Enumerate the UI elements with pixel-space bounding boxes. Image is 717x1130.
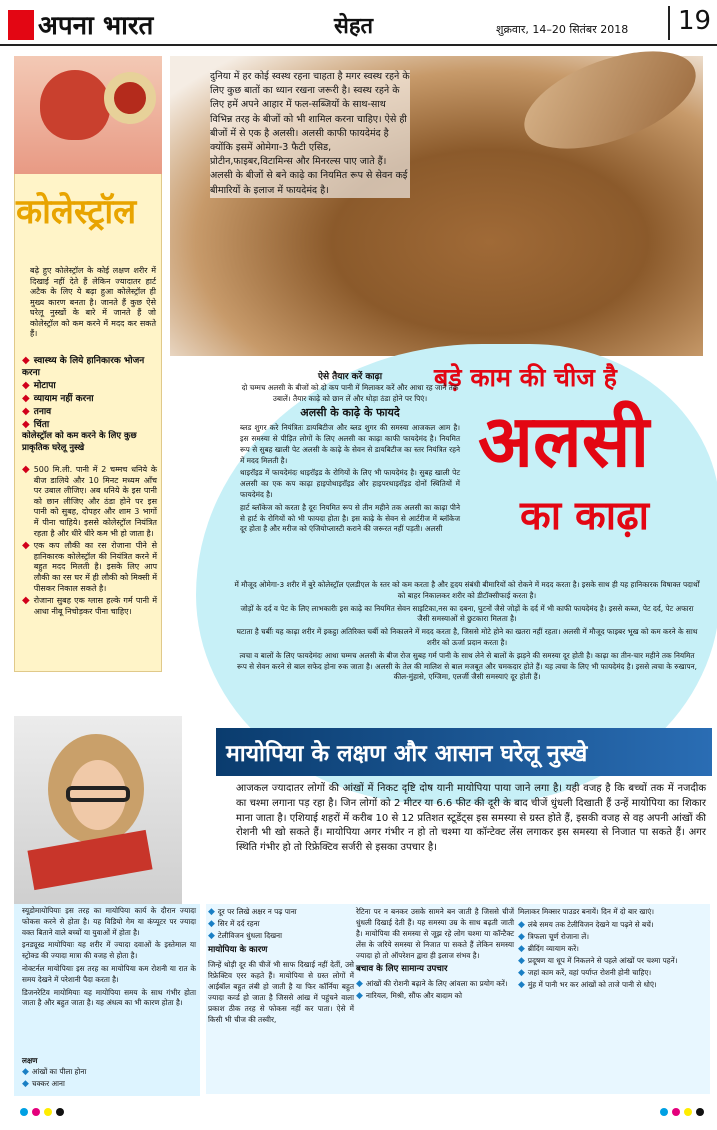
list-item: ◆ स्वास्थ्य के लिये हानिकारक भोजन करना [22,355,145,378]
diamond-bullet-icon: ◆ [22,406,30,417]
benefit-paragraph: जोड़ों के दर्द व पेट के लिए लाभकारीः इस काढ़े का नियमित सेवन साइटिका,नस का दबना, घुटनों जैसे जोड़ों के दर्द में भी काफी फायदेमंद है। इससे कब्ज, पेट दर्द, पेट अफारा जैसी समस्याओं से छुटकारा मिलता है। [240,603,694,624]
list-item: ◆ टेलीविजन धुंधला दिखना [208,931,282,941]
section-title: सेहत [334,13,374,39]
diamond-bullet-icon: ◆ [356,979,363,989]
diamond-bullet-icon: ◆ [22,595,30,607]
artery-icon [104,72,156,124]
newspaper-name: अपना भारत [38,11,154,41]
benefit-paragraph: में मौजूद ओमेगा-3 शरीर में बुरे कोलेस्ट्रॉल एलडीएल के स्तर को कम करता है और हृदय संबंधी बीमारियों को रोकने में मदद करता है। इसके साथ ही यह हानिकारक विषाक्त पदार्थों को बाहर निकालकर शरीर को डीटॉक्सीफाई करता है। [234,580,700,600]
diamond-bullet-icon: ◆ [22,464,30,475]
symptoms-title: लक्षण [22,1056,38,1065]
myopia-column-3 [356,906,514,1002]
diamond-bullet-icon: ◆ [518,920,525,930]
prep-title: ऐसे तैयार करें काढ़ा [317,372,383,382]
print-registration-marks [0,1104,717,1122]
diamond-bullet-icon: ◆ [356,991,363,1001]
diamond-bullet-icon: ◆ [22,380,30,391]
diamond-bullet-icon: ◆ [208,907,215,917]
diamond-bullet-icon: ◆ [518,980,525,990]
flax-article-wide [234,580,700,685]
tip-item: ◆ एक कप लौकी का रस रोजाना पीने से हानिकारक कोलेस्ट्रॉल की नियंत्रित करने में बहुत मदद मिलती है। इसके लिए आप लौकी का रस घर में ही लौकी को मिक्सी में पीसकर निकाल सकते है। [22,540,157,593]
myopia-column-4 [518,906,708,991]
heart-icon [40,70,110,140]
diamond-bullet-icon: ◆ [22,1067,29,1077]
benefit-paragraph: ब्लड शुगर करे नियंत्रितः डायबिटीज और ब्लड शुगर की समस्या आजकल आम है। इस समस्या से पीड़ित लोगों के लिए अलसी का काढ़ा काफी फायदेमंद है। नियमित रूप से सुबह खाली पेट अलसी के काढ़े के सेवन से डायबिटीज का स्तर नियंत्रित रहने में मदद मिलती है। [240,423,460,465]
list-item: ◆ व्यायाम नहीं करना [22,393,94,404]
cholesterol-causes [22,355,157,432]
tip-item: ◆ रोजाना सुबह एक ग्लास हल्के गर्म पानी में आधा नीबू निचोड़कर पीना चाहिए। [22,595,157,616]
myopia-types [22,906,196,1011]
registration-dot-icon [44,1108,52,1116]
registration-dot-icon [696,1108,704,1116]
flax-intro: दुनिया में हर कोई स्वस्थ रहना चाहता है मगर स्वस्थ रहने के लिए कुछ बातों का ध्यान रखना जरूरी है। स्वस्थ रहने के लिए हमें अपने आहार में फल-सब्जियों के साथ-साथ विभिन्न तरह के बीजों को भी शामिल करना चाहिए। ऐसे ही बीजों में से एक है अलसी। अलसी काफी फायदेमंद है क्योंकि इसमें ओमेगा-3 फैटी एसिड, प्रोटीन,फाइबर,विटामिन्स और मिनरल्स पाए जाते हैं। अलसी के बीजों से बने काढ़े का नियमित रूप से सेवन कई बीमारियों के इलाज में फायदेमंद है। [210,70,410,198]
flax-headline: बड़े काम की चीज है [434,363,617,392]
diamond-bullet-icon: ◆ [22,419,30,430]
myopia-intro: आजकल ज्यादातर लोगों की आंखों में निकट दृष्टि दोष यानी मायोपिया पाया जाने लगा है। यही वजह है कि बच्चों तक में नजदीक का चश्मा लगाना पड़ रहा है। जिन लोगों को 2 मीटर या 6.6 फीट की दूरी के बाद चीजें धुंधली दिखाती हैं उन्हें मायोपिया का शिकार माना जाता है। एशियाई शहरों में करीब 10 से 12 प्रतिशत स्टूडेंट्स इस समस्या से ग्रस्त होते हैं, इसकी वजह से वह अपनी आंखों की रोशनी भी खो सकते हैं। मायोपिया अगर गंभीर न हो तो चश्मा या कॉन्टेक्ट लेंस लगाकर इस समस्या से निजात पा सकते हैं। अगर स्थिति गंभीर हो तो रिफ्रेक्टिव सर्जरी से इसका उपचार है। [236,783,706,854]
list-item: ◆ आंखों का पीला होना [22,1067,87,1077]
remedies-title: बचाव के लिए सामान्य उपचार [356,964,448,974]
benefit-paragraph: हार्ट ब्लॉकेज को करता है दूरः नियमित रूप से तीन महीने तक अलसी का काढ़ा पीने से हार्ट के रोगियों को भी फायदा होता है। इस काढ़े के सेवन से आर्टरीज में ब्लॉकेज दूर होता है और मरीज को एंजियोप्लास्टी कराने की जरूरत नहीं पड़ती। अलसी [240,502,460,534]
diamond-bullet-icon: ◆ [208,931,215,941]
diamond-bullet-icon: ◆ [518,956,525,966]
diamond-bullet-icon: ◆ [518,932,525,942]
list-item: ◆ चक्कर आना [22,1079,65,1089]
causes-title: मायोपिया के कारण [208,945,268,955]
symptoms-list [22,1055,86,1090]
tip-item: ◆ 500 मि.ली. पानी में 2 चम्मच धनिये के बीज डालिये और 10 मिनट मध्यम आँच पर उबाल लीजिए। अब धनिये के इस पानी को छान लीजिए और ठंडा होने पर इस पानी को सुबह, दोपहर और शाम 3 भागों में पीना चाहिये। इससे कोलेस्ट्रॉल नियंत्रित रहता है और धीरे धीरे कम भी हो जाता है। [22,464,157,538]
list-item: ◆ नारियल, मिश्री, सौंफ और बादाम को [356,991,463,1001]
diamond-bullet-icon: ◆ [22,1079,29,1089]
list-item: ◆ चिंता [22,419,50,430]
masthead [0,0,717,46]
registration-dot-icon [672,1108,680,1116]
page-number: 19 [668,6,711,40]
type-paragraph: डिजनरेटिव मायोमियाः यह मायोपिया समय के साथ गंभीर होता जाता है और बहुत जाता है। यह अंधत्व का भी कारण होता है। [22,987,196,1008]
flax-big-title: अलसी [478,398,650,483]
list-item: ◆ मुंह में पानी भर कर आंखों को ताजे पानी से धोएं। [518,980,657,990]
flax-article [240,372,460,537]
diamond-bullet-icon: ◆ [22,355,30,366]
causes-text: जिन्हें थोड़ी दूर की चीजें भी साफ दिखाई नहीं देतीं, उसे रिफ्रेक्टिव एरर कहते हैं। मायोपिया से ग्रस्त लोगों में आईबॉल बहुत लंबी हो जाती है या फिर कॉर्निया बहुत ज्यादा कर्व्ड हो जाता है जिससे आंख में पहुंचने वाला प्रकाश ठीक तरह से फोकस नहीं कर पाता। ऐसे में किसी भी चीज की तस्वीर, [208,960,354,1024]
masthead-red-block [8,10,34,40]
registration-dot-icon [660,1108,668,1116]
list-item: ◆ जहां काम करें, वहां पर्याप्त रोशनी होनी चाहिए। [518,968,652,978]
diamond-bullet-icon: ◆ [208,919,215,929]
column-text: रेटिना पर न बनकर उसके सामने बन जाती है जिससे चीजें धुंधली दिखाई देती हैं। यह समस्या उम्र के साथ बढ़ती जाती है। मायोपिया की समस्या से जूझ रहे लोग चश्मा या कॉन्टैक्ट लेंस के जरिये समस्या से निजात पा सकते हैं लेकिन समस्या ज्यादा हो तो ऑपरेशन द्वारा ही इलाज संभव है। [356,907,514,960]
glasses-icon [66,786,130,802]
cholesterol-intro: बढ़े हुए कोलेस्ट्रॉल के कोई लक्षण शरीर में दिखाई नहीं देते हैं लेकिन ज्यादातर हार्ट अटैक के लिए ये बढ़ा हुआ कोलेस्ट्रॉल ही मुख्य कारण बनता है। जानते हैं कुछ ऐसे घरेलू नुस्खों के बारे में जानते हैं जो कोलेस्ट्रॉल को कम करने में मदद कर सकते हैं। [30,266,156,338]
list-item: ◆ त्रिफला चूर्ण रोजाना लें। [518,932,590,942]
diamond-bullet-icon: ◆ [22,540,30,552]
diamond-bullet-icon: ◆ [518,968,525,978]
flax-subtitle: का काढ़ा [520,492,649,539]
benefits-title: अलसी के काढ़े के फायदे [300,406,400,420]
diamond-bullet-icon: ◆ [22,393,30,404]
benefit-paragraph: घटाता है चर्बीः यह काढ़ा शरीर में इकट्ठा अतिरिक्त चर्बी को निकालने में मदद करता है, जिससे मोटे होने का खतरा नहीं रहता। अलसी में मौजूद फाइबर भूख को कम करने के साथ शरीर को ऊर्जा प्रदान करता है। [236,627,698,647]
list-item: ◆ सिर में दर्द रहना [208,919,260,929]
diamond-bullet-icon: ◆ [518,944,525,954]
cholesterol-subheading: कोलेस्ट्रॉल को कम करने के लिए कुछ प्राकृतिक घरेलू नुस्खे [22,431,137,453]
list-item: ◆ आंखों की रोशनी बढ़ाने के लिए आंवला का प्रयोग करें। [356,979,508,989]
list-item: ◆ ब्रीदिंग व्यायाम करें। [518,944,579,954]
cholesterol-tips [22,465,157,619]
myopia-banner: मायोपिया के लक्षण और आसान घरेलू नुस्खे [216,728,712,776]
cholesterol-title: कोलेस्ट्रॉल [16,192,137,232]
type-paragraph: स्यूडोमायोपियाः इस तरह का मायोपिया कार्य के दौरान ज्यादा फोकस करने से होता है। यह विडियो गेम या कंप्यूटर पर ज्यादा वक्त बिताने वाले बच्चों या युवाओं में होता है। [22,906,196,937]
list-item: ◆ लंबे समय तक टेलीविजन देखने या पढ़ने से बचें। [518,920,654,930]
benefit-paragraph: थाइरॉइड में फायदेमंदः थाइरॉइड के रोगियों के लिए भी फायदेमंद है। सुबह खाली पेट अलसी का एक कप काढ़ा हाइपोथाइरॉइड और हाइपरथाइरॉइड दोनों स्थितियों में फायदेमंद है। [240,468,460,499]
type-paragraph: इनड्यूस्ड मायोपियाः यह शरीर में ज्यादा दवाओं के इस्तेमाल या स्ट्रोक्ड की ज्यादा मात्रा की वजह से होता है। [22,940,196,961]
list-item: ◆ मोटापा [22,380,56,391]
benefit-paragraph: त्वचा व बालों के लिए फायदेमंदः आधा चम्मच अलसी के बीज रोज सुबह गर्म पानी के साथ लेने से बालों के झड़ने की समस्या दूर होती है। काढ़ा का तीन-चार महीने तक नियमित रूप से सेवन करने से बाल सफेद होना रुक जाता है। अलसी के तेल की मालिश से बाल मजबूत और चमकदार होते हैं। यह त्वचा के लिए भी फायदेमंद है। इससे त्वचा के रुखापन, कील-मुंहासे, एग्जिमा, एलर्जी जैसी समस्याएं दूर होती हैं। [237,650,697,682]
myopia-column-2 [208,906,354,1027]
registration-dot-icon [56,1108,64,1116]
registration-dot-icon [32,1108,40,1116]
registration-dot-icon [684,1108,692,1116]
type-paragraph: नोक्टर्नल मायोपियाः इस तरह का मायोपिया कम रोशनी या रात के समय देखने में परेशानी पैदा करता है। [22,963,196,984]
issue-date: शुक्रवार, 14–20 सितंबर 2018 [496,23,629,36]
column-text: मिलाकर मिक्सर पाउडर बनायें। दिन में दो बार खाएं। [518,907,655,916]
list-item: ◆ दूर पर लिखे अक्षर न पढ़ पाना [208,907,297,917]
list-item: ◆ प्रदूषण या धूप में निकलने से पहले आंखों पर चश्मा पहनें। [518,956,678,966]
registration-dot-icon [20,1108,28,1116]
list-item: ◆ तनाव [22,406,52,417]
prep-text: दो चम्मच अलसी के बीजों को दो कप पानी में मिलाकर करें और आधा रह जाने तक उबालें। तैयार काढ़े को छान लें और थोड़ा ठंडा होने पर पिएं। [241,382,459,403]
